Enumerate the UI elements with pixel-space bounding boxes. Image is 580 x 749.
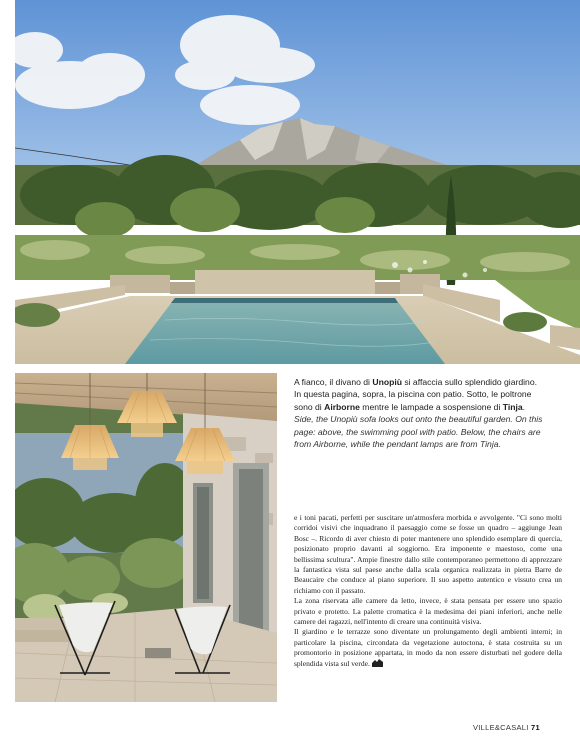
body-paragraph-text: Il giardino e le terrazze sono diventate un prolungamento degli ambienti interni; in particolare la piscina, circondata da vegetazione autoctona, è stata costruita su un promontorio in posizione appartata, in modo da non essere disturbati nel godere della splendida vista sul verde. <box>294 627 562 668</box>
caption-brand-unopiu: Unopiù <box>372 377 402 387</box>
caption-brand-airborne: Airborne <box>324 401 360 412</box>
terrace-lamps-photo <box>15 373 277 702</box>
caption-brand-tinja: Tinja <box>502 401 523 412</box>
body-paragraph: e i toni pacati, perfetti per suscitare un'atmosfera morbida e avvolgente. "Ci sono molti corridoi visivi che inquadrano il paesaggio come se fosse un quadro – aggiunge Jean Bosc –. Ricordo di aver chiesto di poter mantenere uno splendido esemplare di quercia, posizionato proprio davanti al soggiorno. Era imponente e maestoso, come una bellissima scultura". Ampie finestre dallo stile contemporaneo permettono di apprezzare la fantastica vista sul paese anche dalla scala organica realizzata in pietra Barre de Beaucaire che conduce al piano superiore. Il suo aspetto autentico e vissuto crea un richiamo con il passato. <box>294 513 562 595</box>
body-paragraph: La zona riservata alle camere da letto, invece, è stata pensata per essere uno spazio privato e protetto. La palette cromatica è la medesima dei piani inferiori, anche nelle camere dei ragazzi, nell'intento di creare una continuità visiva. <box>294 596 562 627</box>
caption-italian <box>294 376 546 413</box>
magazine-name: VILLE&CASALI <box>472 723 529 732</box>
body-paragraph <box>294 627 562 669</box>
caption-part: A fianco, il divano di <box>294 377 373 387</box>
photo-caption <box>294 376 546 450</box>
page-footer <box>473 723 540 732</box>
house-silhouette-icon <box>372 659 383 667</box>
page-number: 71 <box>531 723 540 732</box>
caption-part: si affaccia sullo splendido giardino. In questa pagina, sopra, la piscina con patio. Sotto, le poltrone sono di <box>294 377 537 412</box>
caption-part: mentre le lampade a sospensione di <box>359 401 503 412</box>
pool-landscape-photo <box>15 0 580 364</box>
caption-part: . <box>522 401 526 412</box>
caption-english: Side, the Unopiù sofa looks out onto the beautiful garden. On this page: above, the swimming pool with patio. Below, the chairs are from Airborne, while the pendant lamps are from Tinja. <box>294 414 543 450</box>
article-body <box>294 513 562 669</box>
